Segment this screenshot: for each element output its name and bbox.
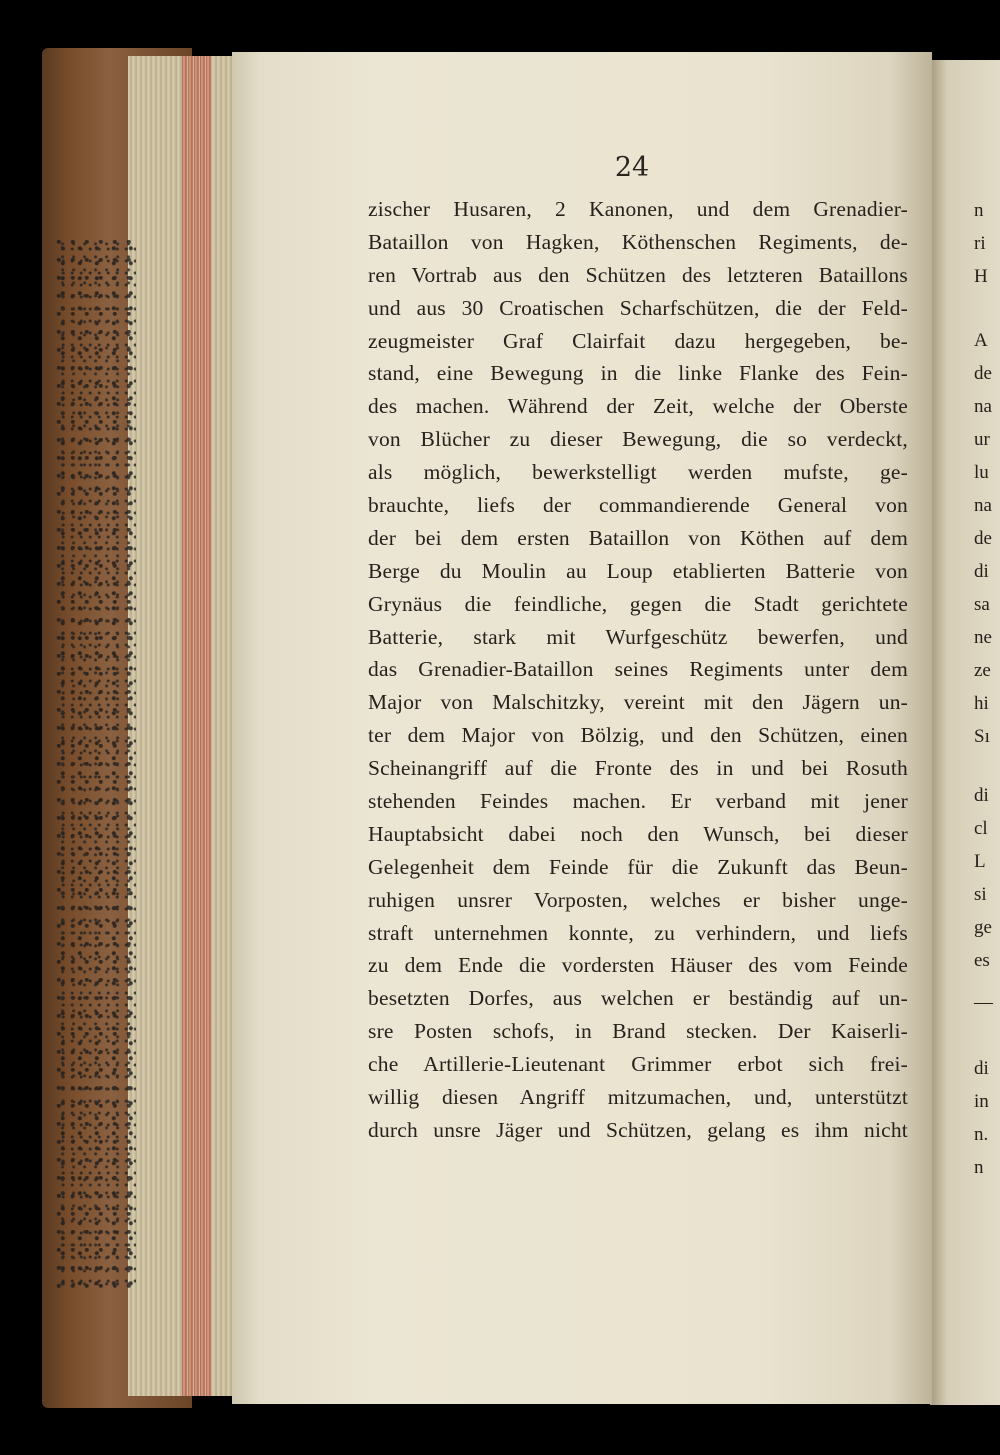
text-line: zischer Husaren, 2 Kanonen, und dem Grenadier- (368, 197, 908, 221)
text-line: brauchte, liefs der commandierende General von (368, 493, 908, 518)
fragment-text: de (974, 528, 992, 549)
fragment-text: in (974, 1091, 989, 1112)
page-number: 24 (614, 152, 650, 183)
fragment-text: ge (974, 917, 992, 938)
text-line: das Grenadier-Bataillon seines Regiments unter dem (368, 657, 908, 682)
text-line: ter dem Major von Bölzig, und den Schützen, einen (368, 723, 908, 748)
text-line: durch unsre Jäger und Schützen, gelang es ihm nicht (368, 1117, 908, 1142)
text-line: Major von Malschitzky, vereint mit den Jägern un- (368, 690, 908, 715)
text-line: stehenden Feindes machen. Er verband mit jener (368, 789, 908, 814)
fragment-text: n (974, 200, 984, 221)
text-line: Scheinangriff auf die Fronte des in und bei Rosuth (368, 756, 908, 781)
fragment-text: ne (974, 627, 992, 648)
fragment-text: lu (974, 462, 989, 483)
text-line: Gelegenheit dem Feinde für die Zukunft das Beun- (368, 854, 908, 879)
text-line: zu dem Ende die vordersten Häuser des vom Feinde (368, 953, 908, 978)
text-line: ruhigen unsrer Vorposten, welches er bisher unge- (368, 887, 908, 912)
fragment-text: na (974, 495, 992, 516)
text-line: besetzten Dorfes, aus welchen er beständig auf un- (368, 986, 908, 1011)
fragment-text: n (974, 1157, 984, 1178)
cover-speckles (56, 240, 136, 1290)
text-line: und aus 30 Croatischen Scharfschützen, die der Feld- (368, 295, 908, 320)
text-line: von Blücher zu dieser Bewegung, die so verdeckt, (368, 427, 908, 452)
fragment-text: L (974, 851, 986, 872)
fragment-text: di (974, 1058, 989, 1079)
text-line: als möglich, bewerkstelligt werden mufste, ge- (368, 460, 908, 485)
fragment-text: hi (974, 693, 989, 714)
fragment-text: H (974, 266, 988, 287)
fragment-text: na (974, 396, 992, 417)
page-edges (128, 56, 238, 1396)
fragment-text: ri (974, 233, 986, 254)
text-line: ren Vortrab aus den Schützen des letzteren Bataillons (368, 262, 908, 287)
fragment-text: si (974, 884, 987, 905)
text-line: che Artillerie-Lieutenant Grimmer erbot sich frei- (368, 1052, 908, 1077)
text-line: Hauptabsicht dabei noch den Wunsch, bei dieser (368, 821, 908, 846)
text-line: Berge du Moulin au Loup etablierten Batterie von (368, 558, 908, 583)
fragment-text: — (974, 992, 993, 1013)
fragment-text: sa (974, 594, 990, 615)
text-line: der bei dem ersten Bataillon von Köthen auf dem (368, 525, 908, 550)
text-line: Grynäus die feindliche, gegen die Stadt gerichtete (368, 591, 908, 616)
fragment-text: es (974, 950, 990, 971)
fragment-text: di (974, 561, 989, 582)
page-text (368, 193, 908, 1147)
fragment-text: di (974, 785, 989, 806)
fragment-text: A (974, 330, 988, 351)
fragment-text: Sı (974, 726, 990, 747)
text-line: willig diesen Angriff mitzumachen, und, unterstützt (368, 1085, 908, 1110)
text-line: sre Posten schofs, in Brand stecken. Der Kaiserli- (368, 1019, 908, 1044)
text-line: zeugmeister Graf Clairfait dazu hergegeben, be- (368, 328, 908, 353)
text-line: straft unternehmen konnte, zu verhindern, und liefs (368, 920, 908, 945)
text-line: stand, eine Bewegung in die linke Flanke des Fein- (368, 361, 908, 386)
text-line: Batterie, stark mit Wurfgeschütz bewerfen, und (368, 624, 908, 649)
fragment-text: de (974, 363, 992, 384)
fragment-text: cl (974, 818, 988, 839)
text-line: Bataillon von Hagken, Köthenschen Regiments, de- (368, 229, 908, 254)
fragment-text: ze (974, 660, 991, 681)
fragment-text: n. (974, 1124, 989, 1145)
fragment-text: ur (974, 429, 990, 450)
text-line: des machen. Während der Zeit, welche der Oberste (368, 394, 908, 419)
